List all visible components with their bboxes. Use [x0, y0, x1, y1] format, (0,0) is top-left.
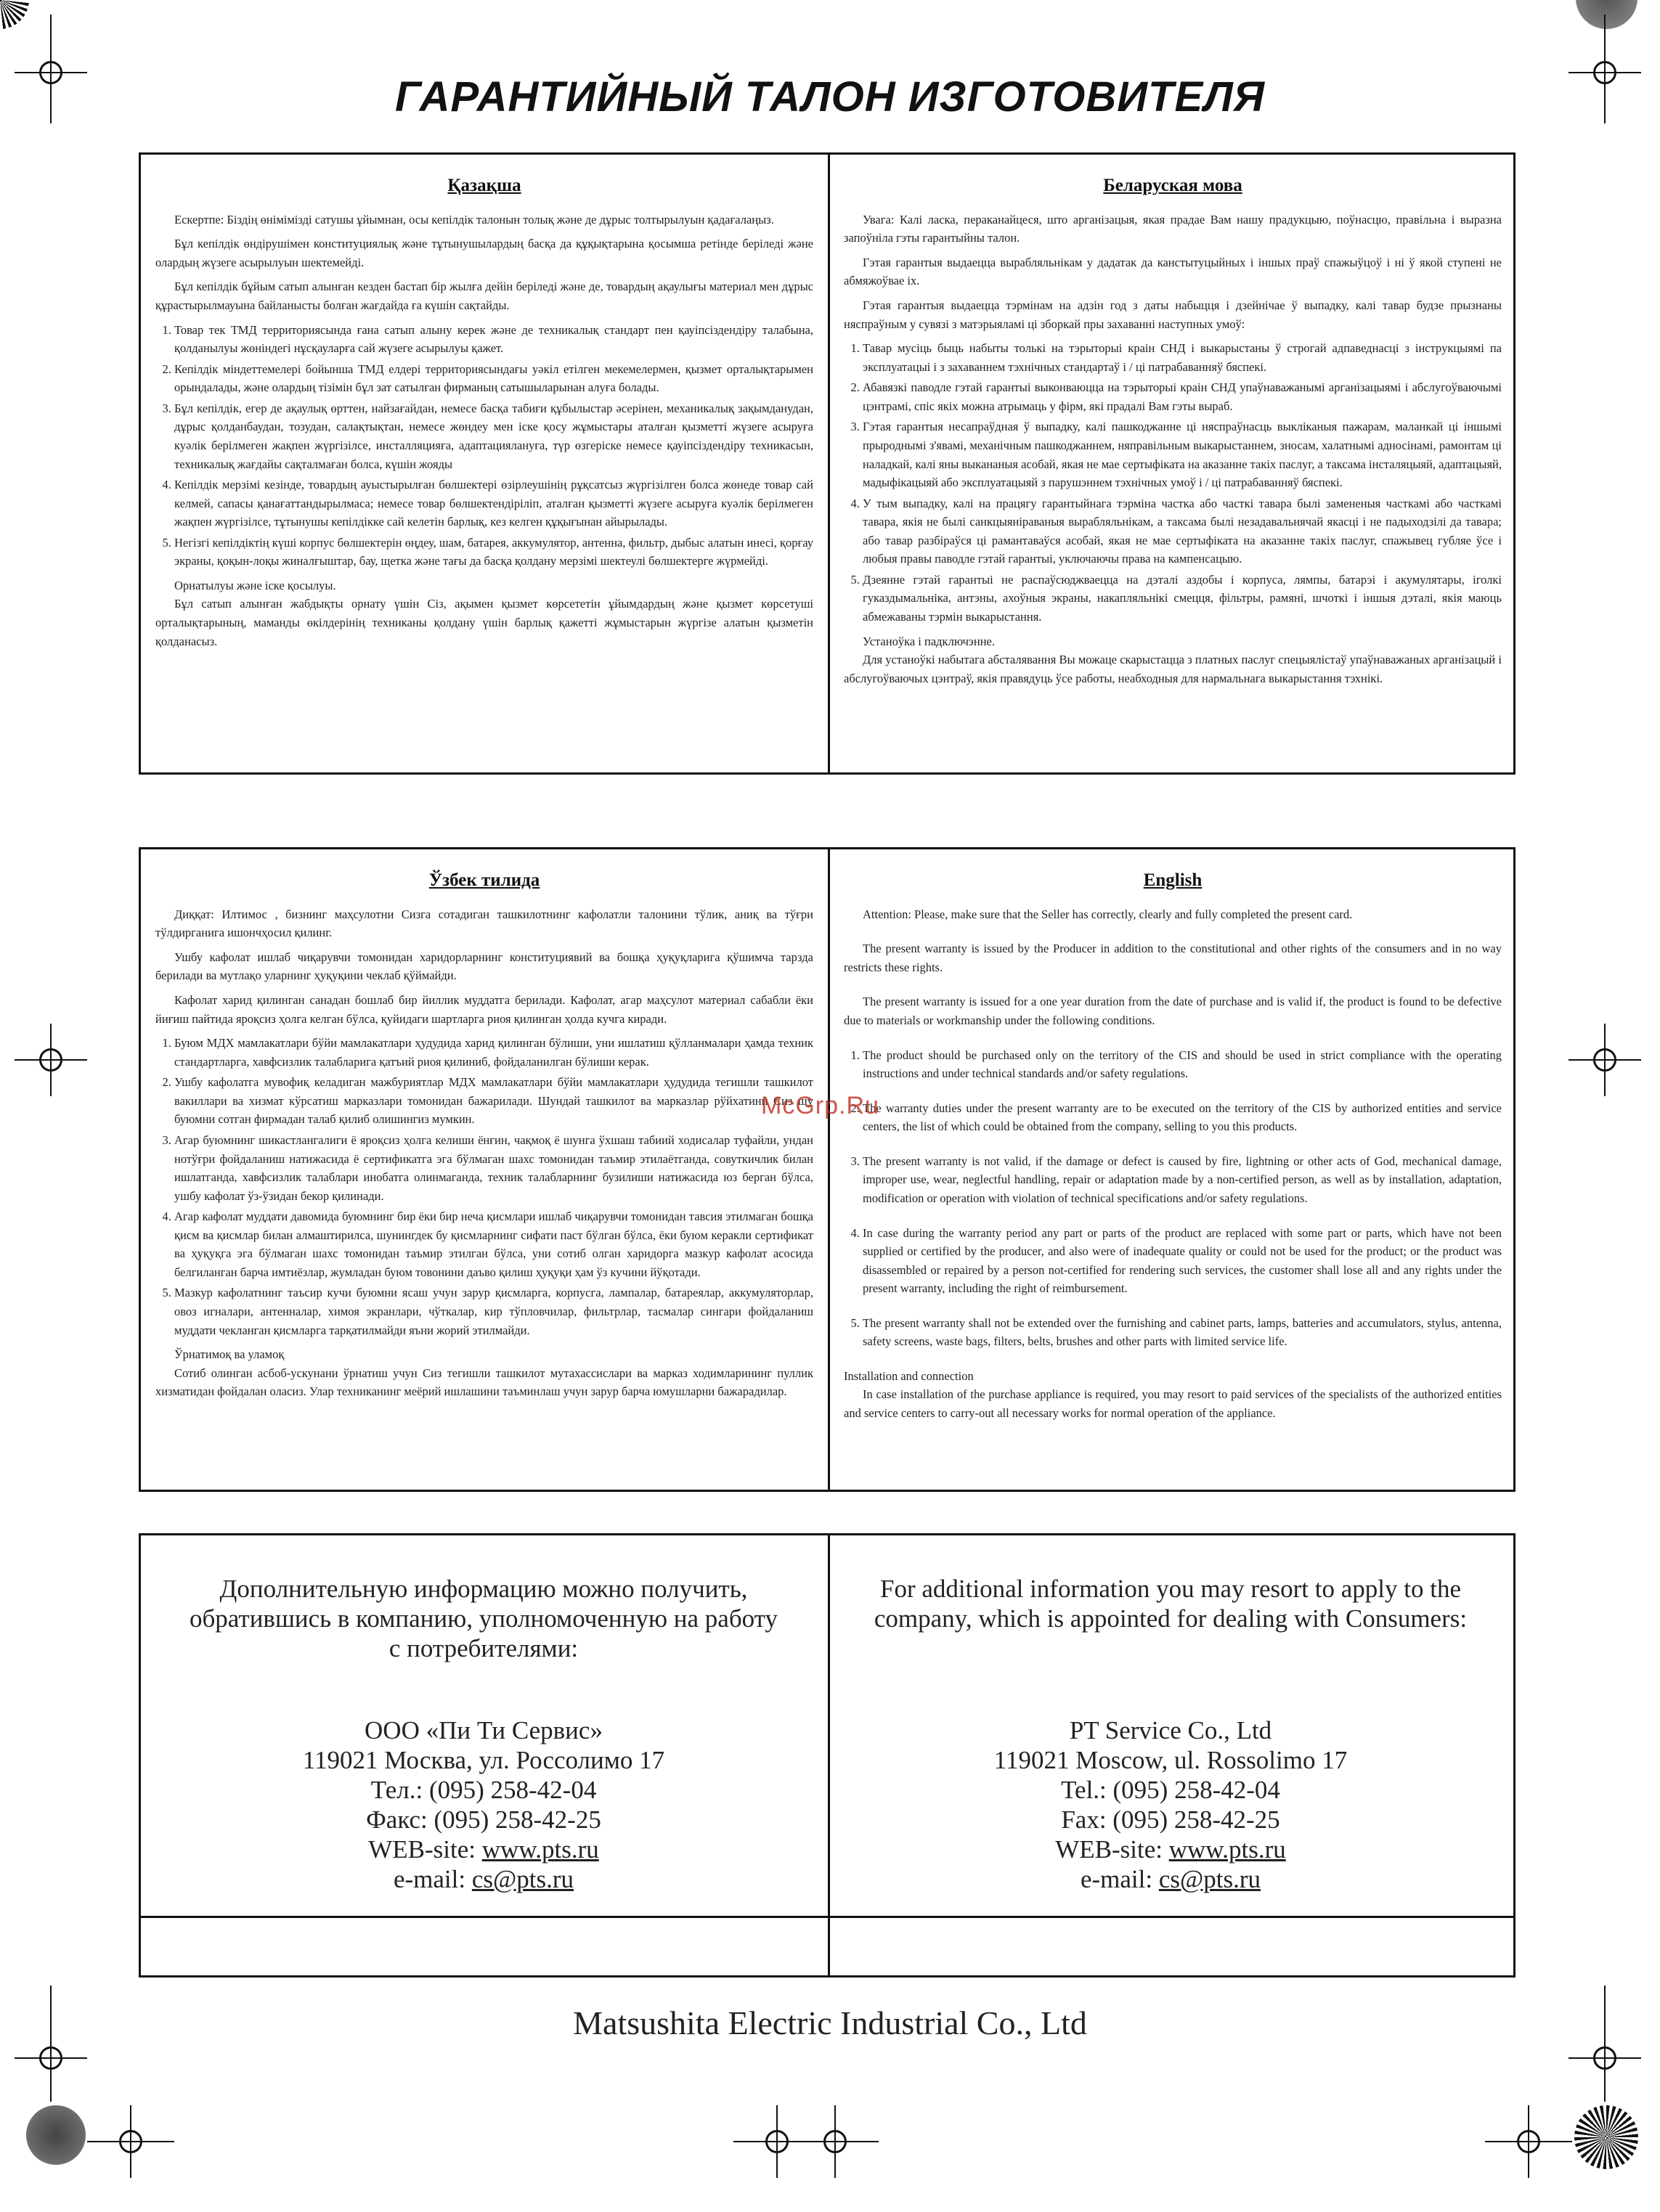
starburst-mark-top-left — [0, 0, 29, 29]
contact-en-fax — [828, 1805, 1513, 1835]
uzbek-condition-5: 5. Мазкур кафолатнинг таъсир кучи буюмни ясаш учун зарур қисмларга, корпусга, лампалар, батареялар, аккумуляторлар, овоз игналари, антенналар, химоя экранлари, чўткалар, кир тўпловчилар, фильтрлар, тасмалар сингари фойдаланиш муддати чекланган қисмларга тарқатилмайди яъни жорий этилмайди. — [174, 1283, 813, 1339]
english-install-heading: Installation and connection — [844, 1368, 974, 1383]
email-label: e-mail: — [393, 1865, 472, 1893]
kazakh-conditions — [155, 321, 813, 571]
belarusian-condition-2: 2. Абавязкі паводле гэтай гарантыі выконваюцца на тэрыторыі краін СНД упаўнаважанымі арганізацыямі і абслугоўваючымі цэнтрамі, спіс якіх можна атрымаць у фірм, які прадалі Вам гэты выраб. — [863, 378, 1502, 415]
phone-label: Тел.: — [370, 1776, 429, 1804]
web-link[interactable]: www.pts.ru — [1168, 1835, 1286, 1864]
english-intro-1: Attention: Please, make sure that the Seller has correctly, clearly and fully completed the present card. — [863, 907, 1353, 921]
belarusian-condition-5: 5. Дзеянне гэтай гарантыі не распаўсюджваецца на дэталі аздобы і корпуса, лямпы, батарэі і акумулятары, іголкі гуказдымальніка, антэны, ахоўныя экраны, накапляльнікі смецця, фільтры, рамяні, шчоткі і іншыя дэталі, якія маюць абмежаваны тэрмін выкарыстання. — [863, 571, 1502, 627]
contact-en — [828, 1574, 1513, 1894]
contact-ru-fax — [141, 1805, 826, 1835]
uzbek-condition-4: 4. Агар кафолат муддати давомида буюмнинг бир ёки бир неча қисмлари ишлаб чиқарувчи томонидан тавсия этилмаган бошқа қисм ва қисмлар билан алмаштирилса, шунингдек бу қисмларнинг сифати паст бўлган бўлса, ёки буюм керакли сертификат ва ҳуқуқга эга бўлмаган шахс томонидан таъмир этилган бўлса, уни сотиб олган харидорга мазкур кафолат асосида белгиланган барча имтиёзлар, жумладан буюм товонини даъво қилиш ҳуқуқи ҳам ўз кучини йўқотади. — [174, 1207, 813, 1281]
kazakh-condition-1: 1. Товар тек ТМД территориясында ғана сатып алыну керек және де техникалық стандарт пен қауіпсіздендіру талабына, қолданылуы жөніндегі нұсқауларға сай жүзеге асырылуы қажет. — [174, 321, 813, 358]
kazakh-install-heading: Орнатылуы және іске қосылуы. — [174, 578, 336, 592]
watermark-text: McGrp.Ru — [761, 1092, 879, 1119]
contact-en-web — [828, 1835, 1513, 1864]
starburst-mark-bottom-left — [26, 2105, 86, 2165]
contact-ru-company: ООО «Пи Ти Сервис» — [365, 1716, 603, 1744]
fax-value: (095) 258-42-25 — [1112, 1805, 1280, 1834]
uzbek-section — [155, 867, 813, 1407]
fax-label: Факс: — [366, 1805, 434, 1834]
english-heading: English — [1143, 870, 1203, 890]
uzbek-install-text: Сотиб олинган асбоб-ускунани ўрнатиш учун Сиз тегишли ташкилот мутахассислари ва марказ ходимларининг пуллик хизматидан фойдалан оласиз. Улар техниканинг меёрий ишлашини таъминлаш учун зарур барча юмушларни бажарадилар. — [155, 1366, 813, 1399]
kazakh-condition-4: 4. Кепілдік мерзімі кезінде, товардың ауыстырылған бөлшектері өзірлеушінің рұқсатсыз жүргізілген болса жөнеде товар сай келмей, сапасы қанағаттандырылмаса; немесе товар бөлшектендіріліп, аталған қызметті жүзеге асыруға куәлік берілмеген жақпен жүргізілсе, тұтынушы кепілдікке сай келетін барлық, кез келген құқығынан айырылады. — [174, 476, 813, 531]
belarusian-condition-3: 3. Гэтая гарантыя несапраўдная ў выпадку, калі пашкоджанне ці няспраўнасць выкліканыя пажарам, маланкай ці іншымі прыроднымі з'явамі, механічным пашкоджаннем, няправільным выкарыстаннем, зносам, халатнымі адносінамі, рамонтам ці наладкай, калі яны выкананыя асобай, якая не мае сертыфіката на аказанне такіх паслуг, а таксама інсталяцыяй, адаптацыяй, мадыфікацыяй або эксплуатацыяй з парушэннем тэхнічных умоў і / ці патрабаванняў бяспекі. — [863, 417, 1502, 491]
registration-mark-bottom-right — [1583, 2036, 1627, 2080]
contact-en-intro-2: company, which is appointed for dealing with Consumers: — [874, 1604, 1468, 1633]
phone-value: (095) 258-42-04 — [1112, 1776, 1280, 1804]
belarusian-intro-2: Гэтая гарантыя выдаецца вырабляльнікам у дадатак да канстытуцыйных і іншых праў спажыўцоў і ні ў якой ступені не абмяжоўвае іх. — [844, 255, 1502, 288]
contact-en-phone — [828, 1775, 1513, 1805]
phone-value: (095) 258-42-04 — [428, 1776, 597, 1804]
registration-mark-bottom-left — [29, 2036, 73, 2080]
uzbek-intro-2: Ушбу кафолат ишлаб чиқарувчи томонидан харидорларнинг конституциявий ва бошқа ҳуқуқларига қўшимча тарзда берилади ва мутлақо уларнинг ҳуқуқини чеклаб қўймайди. — [155, 950, 813, 983]
kazakh-heading: Қазақша — [447, 176, 521, 195]
manufacturer-footer: Matsushita Electric Industrial Co., Ltd — [573, 2004, 1087, 2041]
kazakh-section — [155, 172, 813, 656]
belarusian-conditions — [844, 339, 1502, 626]
english-condition-4: 4. In case during the warranty period any part or parts of the product are replaced with some part or parts, which have not been supplied or certified by the producer, and also were of inadequate quality or could not be used for the product; or the product was disassembled or repaired by a person not-certified for rendering such services, the customer shall lose all and any rights under the present warranty, including the right of reimbursement. — [863, 1224, 1502, 1298]
uzbek-install-heading: Ўрнатимоқ ва уламоқ — [174, 1347, 285, 1362]
uzbek-condition-1: 1. Буюм МДХ мамлакатлари бўйи мамлакатлари ҳудудида харид қилинган бўлиши, уни ишлатиш қўлланмалари ҳамда техник стандартларга, хавфсизлик талабларига қатъий риоя қилиниб, фойдаланилган бўлиши керак. — [174, 1034, 813, 1071]
kazakh-condition-3: 3. Бұл кепілдік, егер де ақаулық өрттен, найзағайдан, немесе басқа табиғи құбылыстар әсерінен, механикалық зақымданудан, дұрыс қолданбаудан, тозудан, салақтықтан, немесе жөндеу мен іске қосу жұмыстары аталған қызметті жүзеге асыруға куәлік берілмеген жақпен жүргізілсе, инсталляцияға, адаптациялануға, түр өзгеріске немесе қауіпсіздендіру техникасын, техникалық жағдайы сақталмаған болса, күшін жояды — [174, 399, 813, 473]
english-condition-5: 5. The present warranty shall not be extended over the furnishing and cabinet parts, lamps, batteries and accumulators, stylus, antenna, safety screens, waste bags, filters, belts, brushes and other parts with limited service life. — [863, 1314, 1502, 1351]
phone-label: Tel.: — [1061, 1776, 1113, 1804]
contact-en-address: 119021 Moscow, ul. Rossolimo 17 — [993, 1746, 1348, 1774]
contact-ru-address: 119021 Москва, ул. Россолимо 17 — [302, 1746, 665, 1774]
belarusian-install-heading: Устаноўка і падключэнне. — [863, 634, 995, 648]
contact-en-email — [828, 1864, 1513, 1894]
english-intro-2: The present warranty is issued by the Producer in addition to the constitutional and other rights of the consumers and in no way restricts these rights. — [844, 942, 1502, 974]
english-condition-1: 1. The product should be purchased only on the territory of the CIS and should be used in strict compliance with the operating instructions and under technical standards and/or safety regulations. — [863, 1046, 1502, 1083]
kazakh-install-text: Бұл сатып алынған жабдықты орнату үшін Сіз, ақымен қызмет көрсететін ұйымдардың және қызмет көрсетуші орталықтарының, маманды өкілдерінің техниканы қолдану үшін барлық қажетті жұмыстарын жүргізе алатын қызметін қолданасыз. — [155, 597, 813, 648]
english-install-text: In case installation of the purchase appliance is required, you may resort to paid services of the specialists of the authorized entities and service centers to carry-out all necessary works for normal operation of the appliance. — [844, 1387, 1502, 1420]
warranty-box-top — [139, 152, 1515, 775]
kazakh-condition-5: 5. Негізгі кепілдіктің күші корпус бөлшектерін өңдеу, шам, батарея, аккумулятор, антенна, фильтр, дыбыс алатын инесі, қорғау экраны, қоқын-лоқы жиналғыштар, бау, щетка және тағы да басқа қолдану мерзімі шектеулі бөлшектерге жүрмейді. — [174, 534, 813, 571]
uzbek-heading: Ўзбек тилида — [428, 870, 540, 890]
belarusian-heading: Беларуская мова — [1103, 176, 1242, 195]
kazakh-intro-1: Ескертпе: Біздің өнімімізді сатушы ұйымнан, осы кепілдік талонын толық және де дұрыс толтырылуын қадағалаңыз. — [174, 212, 774, 226]
contact-ru-intro-1: Дополнительную информацию можно получить, — [219, 1575, 748, 1603]
belarusian-intro-3: Гэтая гарантыя выдаецца тэрмінам на адзін год з даты набыцця і дзейнічае ў выпадку, калі тавар будзе прызнаны няспраўным у сувязі з матэрыяламі ці зборкай пры захаванні наступных умоў: — [844, 298, 1502, 331]
web-link[interactable]: www.pts.ru — [481, 1835, 599, 1864]
email-label: e-mail: — [1080, 1865, 1159, 1893]
belarusian-condition-1: 1. Тавар мусіць быць набыты толькі на тэрыторыі краін СНД і выкарыстаны ў строгай адпаведнасці з інструкцыямі па эксплуатацыі і з захаваннем тэхнічных стандартаў і / ці патрабаванняў бяспекі. — [863, 339, 1502, 376]
registration-mark-bottom-center-right — [813, 2120, 857, 2163]
english-condition-3: 3. The present warranty is not valid, if the damage or defect is caused by fire, lightning or other acts of God, mechanical damage, improper use, wear, neglectful handling, repair or adaptation made by a non-certified person, as well as by installation, adaptation, modification or operation with violation of technical specifications and/or safety regulations. — [863, 1152, 1502, 1208]
english-conditions — [844, 1046, 1502, 1351]
belarusian-intro-1: Увага: Калі ласка, пераканайцеся, што арганізацыя, якая прадае Вам нашу прадукцыю, поўнасцю, правільна і выразна запоўніла гэты гарантыйны талон. — [844, 212, 1502, 245]
uzbek-conditions — [155, 1034, 813, 1339]
starburst-mark-bottom-right — [1574, 2105, 1638, 2169]
warranty-box-middle — [139, 847, 1515, 1492]
contact-en-intro-1: For additional information you may resort to apply to the — [880, 1575, 1461, 1603]
contact-en-company: PT Service Co., Ltd — [1069, 1716, 1272, 1744]
registration-mark-mid-left — [29, 1038, 73, 1082]
email-link[interactable]: cs@pts.ru — [471, 1865, 574, 1893]
contact-ru-web — [141, 1835, 826, 1864]
column-divider — [828, 849, 830, 1490]
kazakh-condition-2: 2. Кепілдік міндеттемелері бойынша ТМД елдері территориясындағы уәкіл етілген мекемелермен, қызмет орталықтарымен орындалады, және олардың тізімін бұл зат сатылған фирманың сатышыларынан алуға болады. — [174, 360, 813, 397]
column-divider — [828, 155, 830, 772]
kazakh-intro-2: Бұл кепілдік өндірушімен конституциялық және тұтынушылардың басқа да құқықтарына қосымша ретінде беріледі және олардың жүзеге асырылуын шектемейді. — [155, 237, 813, 269]
registration-mark-mid-right — [1583, 1038, 1627, 1082]
registration-mark-bottom-right-inner — [1507, 2120, 1550, 2163]
kazakh-intro-3: Бұл кепілдік бұйым сатып алынған кезден бастап бір жылға дейін беріледі және де, товардың ақаулығы материал мен дұрыс құрастырылмауына байланысты болған жағдайда ға күшін сақтайды. — [155, 279, 813, 312]
contact-ru — [141, 1574, 826, 1894]
page-title: ГАРАНТИЙНЫЙ ТАЛОН ИЗГОТОВИТЕЛЯ — [395, 73, 1265, 121]
contact-ru-email — [141, 1864, 826, 1894]
web-label: WEB-site: — [368, 1835, 482, 1864]
email-link[interactable]: cs@pts.ru — [1158, 1865, 1261, 1893]
fax-label: Fax: — [1061, 1805, 1113, 1834]
uzbek-condition-3: 3. Агар буюмнинг шикастлангалиги ё яроқсиз ҳолга келиши ёнғин, чақмоқ ё шунга ўхшаш табиий ходисалар туфайли, ундан нотўғри фойдаланиш натижасида ё сертификатга эга бўлмаган шахс томонидан таъмир этилаётганда, совуткичлик билан ишлатганда, хавфсизлик талаблари инобатга олинмаганда, техник талабларнинг бузилиши натижасида юз берган бўлса, ушбу кафолат ўз-ўзидан бекор қилинади. — [174, 1131, 813, 1205]
contact-ru-phone — [141, 1775, 826, 1805]
uzbek-intro-1: Диққат: Илтимос , бизнинг маҳсулотни Сизга сотадиган ташкилотнинг кафолатли талонини тўлик, аниқ ва тўғри тўлдирганига ишончҳосил қилинг. — [155, 907, 813, 940]
registration-mark-bottom-center-left — [109, 2120, 152, 2163]
contact-ru-intro-2: обратившись в компанию, уполномоченную на работу — [189, 1604, 778, 1633]
web-label: WEB-site: — [1055, 1835, 1169, 1864]
belarusian-install-text: Для устаноўкі набытага абсталявання Вы можаце скарыстацца з платных паслуг спецыялістаў упаўнаважаных арганізацый і абслугоўваючых цэнтраў, якія правядуць ўсе работы, неабходныя для нармальнага выкарыстання тэхнікі. — [844, 653, 1502, 685]
contact-ru-intro-3: с потребителями: — [388, 1634, 579, 1662]
fax-value: (095) 258-42-25 — [434, 1805, 601, 1834]
starburst-mark-top-right — [1576, 0, 1637, 29]
contact-row-divider — [141, 1916, 1513, 1918]
english-section — [844, 867, 1502, 1439]
belarusian-condition-4: 4. У тым выпадку, калі на працягу гарантыйнага тэрміна частка або часткі тавара былі замененыя часткамі або часткамі тавара, якія не былі санкцыяніраваныя вырабляльнікам, а таксама былі незадавальнячай якасці і не падыходзілі да тавара; або тавар разбіраўся ці рамантаваўся асобай, якая не мае сертыфіката на аказанне такіх паслуг, спажывец губляе ўсе і любыя правы паводле гэтай гарантыі, уключаючы права на кампенсацыю. — [863, 494, 1502, 568]
uzbek-intro-3: Кафолат харид қилинган санадан бошлаб бир йиллик муддатга берилади. Кафолат, агар маҳсулот материал сабабли ёки йиғиш пайтида яроқсиз ҳолга келган бўлса, қуйидаги шартларга риоя қилинган ҳолда кучга киради. — [155, 993, 813, 1026]
english-intro-3: The present warranty is issued for a one year duration from the date of purchase and is valid if, the product is found to be defective due to materials or workmanship under the following conditions. — [844, 995, 1502, 1027]
english-condition-2: 2. The warranty duties under the present warranty are to be executed on the territory of the CIS by authorized entities and service centers, the list of which could be obtained from the company, selling to you this products. — [863, 1099, 1502, 1136]
uzbek-condition-2: 2. Ушбу кафолатга мувофиқ келадиган мажбуриятлар МДХ мамлакатлари бўйи мамлакатлари ҳудудида тегишли ташкилот вакиллари ва хизмат кўрсатиш марказлари томонидан бажарилади. Шундай ташкилот ва марказлар рўйхатини Сиз шу буюмни сотган фирмадан талаб қилиб олишингиз мумкин. — [174, 1073, 813, 1129]
belarusian-section — [844, 172, 1502, 693]
